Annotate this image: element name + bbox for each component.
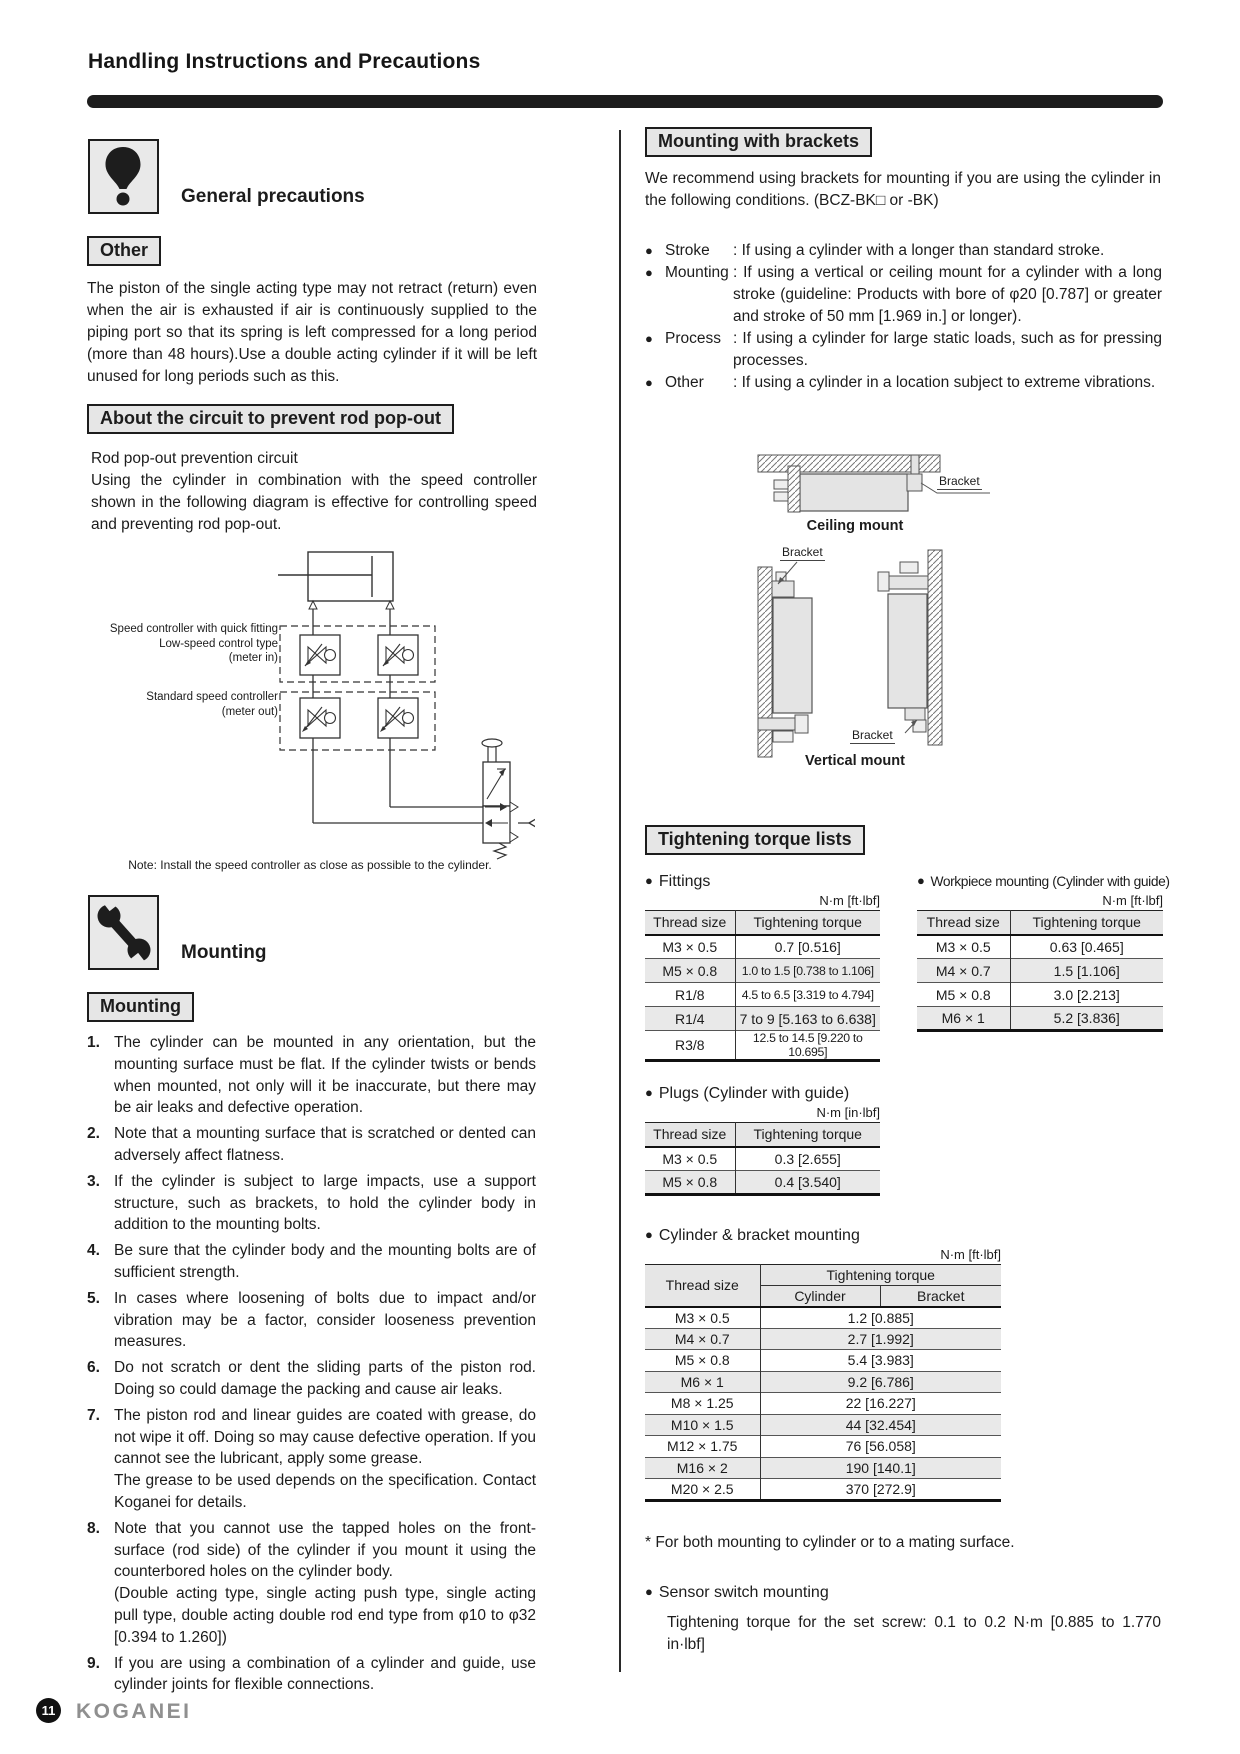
exclamation-icon-glyph <box>90 141 156 211</box>
col-header: Tightening torque <box>1010 911 1163 935</box>
speed-controller-symbols <box>300 635 418 738</box>
item-number: 2. <box>87 1125 100 1143</box>
table-row <box>645 1393 1001 1415</box>
torque-cell: 12.5 to 14.5 [9.220 to 10.695] <box>735 1031 880 1061</box>
torque-cell: 5.4 [3.983] <box>760 1350 1001 1372</box>
other-section-heading: Other <box>87 236 161 266</box>
meter-in-label: Speed controller with quick fitting Low-speed control type (meter in) <box>109 623 278 664</box>
other-paragraph: The piston of the single acting type may not retract (return) even when the air is exhausted if air is continuously supplied to the piping port so that its spring is left compressed for a long period (more than 48 hours).Use a double acting cylinder if it will be left unused for long periods such as this. <box>87 280 537 385</box>
torque-cell: 1.0 to 1.5 [0.738 to 1.106] <box>735 959 880 983</box>
fittings-table-block <box>645 871 880 1062</box>
wrench-icon-glyph <box>90 897 156 967</box>
sensor-switch-block <box>645 1582 1161 1656</box>
valve-symbol <box>482 739 535 859</box>
item-number: 3. <box>87 1172 100 1190</box>
table-row <box>645 1371 1001 1393</box>
bracket-mount-diagrams <box>645 450 1163 790</box>
plugs-unit: N·m [in·lbf] <box>816 1105 880 1120</box>
thread-cell: M12 × 1.75 <box>645 1436 760 1458</box>
table-row <box>645 1171 880 1195</box>
bracket-label-vertical-top: Bracket <box>782 545 823 559</box>
table-row <box>645 1479 1001 1501</box>
thread-cell: M4 × 0.7 <box>917 959 1010 983</box>
bullet-label: Other <box>665 374 704 391</box>
vertical-mount-right-drawing <box>878 550 942 745</box>
bullet-text: : If using a vertical or ceiling mount for a cylinder with a long stroke (guideline: Products with bore of φ20 [0.787] or greater and stroke of 50 mm [1.969 in.] or longer). <box>733 264 1162 325</box>
workpiece-unit: N·m [ft·lbf] <box>1102 893 1163 908</box>
col-header: Bracket <box>880 1286 1001 1307</box>
bullet-text: : If using a cylinder with a longer than standard stroke. <box>733 242 1105 259</box>
torque-cell: 7 to 9 [5.163 to 6.638] <box>735 1007 880 1031</box>
mounting-header <box>88 895 266 970</box>
table-row <box>645 1436 1001 1458</box>
rod-popout-circuit-diagram <box>85 538 535 860</box>
bullet-icon: ● <box>917 873 925 888</box>
item-number: 4. <box>87 1242 100 1260</box>
thread-cell: M6 × 1 <box>917 1007 1010 1031</box>
workpiece-title <box>917 871 1170 892</box>
title-rule-bar <box>87 95 1163 108</box>
list-item <box>87 1518 536 1649</box>
torque-section-heading: Tightening torque lists <box>645 825 865 855</box>
cylinder-symbol <box>308 552 393 601</box>
fittings-table <box>645 910 880 1062</box>
torque-cell: 1.2 [0.885] <box>847 1309 914 1326</box>
torque-cell: 190 [140.1] <box>760 1457 1001 1479</box>
brackets-section-heading: Mounting with brackets <box>645 127 872 157</box>
table-row <box>917 1007 1163 1031</box>
cylinder-bracket-table-block <box>645 1225 1001 1502</box>
page-number: 11 <box>41 1703 56 1718</box>
col-header: Thread size <box>917 911 1010 935</box>
col-header: Thread size <box>645 1123 735 1147</box>
table-row <box>645 1457 1001 1479</box>
item-number: 9. <box>87 1654 100 1672</box>
bullet-icon: ● <box>645 1227 653 1242</box>
torque-cell: 370 [272.9] <box>760 1479 1001 1501</box>
exclamation-icon <box>88 139 159 214</box>
torque-cell: 0.63 [0.465] <box>1049 938 1124 955</box>
table-row <box>917 935 1163 959</box>
table-row <box>645 959 880 983</box>
bullet-label: Stroke <box>665 242 710 259</box>
item-number: 1. <box>87 1034 100 1051</box>
brackets-bullet-list <box>645 240 1162 394</box>
table-row <box>917 983 1163 1007</box>
list-item <box>87 1123 536 1167</box>
table-row <box>645 1328 1001 1350</box>
torque-cell: 9.2 [6.786] <box>760 1371 1001 1393</box>
thread-cell: M20 × 2.5 <box>645 1479 760 1501</box>
bullet-icon: ● <box>645 243 653 258</box>
sensor-title-text: Sensor switch mounting <box>658 1584 829 1601</box>
item-number: 5. <box>87 1289 100 1307</box>
plugs-title-text: Plugs (Cylinder with guide) <box>658 1085 850 1102</box>
thread-cell: M16 × 2 <box>645 1457 760 1479</box>
meter-out-label: Standard speed controller (meter out) <box>146 691 278 718</box>
table-row <box>645 1007 880 1031</box>
cylinder-bracket-note: * For both mounting to cylinder or to a mating surface. <box>645 1534 1015 1551</box>
table-row <box>645 1147 880 1171</box>
torque-cell: 44 [32.454] <box>760 1414 1001 1436</box>
thread-cell: M5 × 0.8 <box>917 983 1010 1007</box>
thread-cell: M3 × 0.5 <box>917 935 1010 959</box>
table-row <box>645 983 880 1007</box>
col-header: Thread size <box>645 1265 760 1307</box>
general-precautions-title: General precautions <box>181 186 365 207</box>
mounting-title: Mounting <box>181 942 267 963</box>
torque-cell: 0.7 [0.516] <box>774 938 841 955</box>
cylinder-bracket-title <box>645 1225 1001 1246</box>
circuit-intro-paragraph: Using the cylinder in combination with the speed controller shown in the following diagram is effective for controlling speed and preventing rod pop-out. <box>91 472 537 533</box>
thread-cell: M3 × 0.5 <box>645 1307 760 1329</box>
mounting-list <box>87 1032 536 1700</box>
item-number: 7. <box>87 1406 100 1424</box>
thread-cell: R3/8 <box>645 1031 735 1061</box>
mount-diagrams-svg <box>645 450 1163 785</box>
page-title: Handling Instructions and Precautions <box>88 50 481 73</box>
bullet-row <box>645 240 1162 262</box>
wrench-icon <box>88 895 159 970</box>
bullet-text: : If using a cylinder for large static loads, such as for pressing processes. <box>733 330 1162 369</box>
torque-cell: 76 [56.058] <box>760 1436 1001 1458</box>
item-number: 8. <box>87 1519 100 1537</box>
circuit-intro-line: Rod pop-out prevention circuit <box>91 450 298 467</box>
bullet-icon: ● <box>645 1584 653 1599</box>
bullet-icon: ● <box>645 331 653 346</box>
torque-cell: 1.5 [1.106] <box>1010 959 1163 983</box>
col-header: Tightening torque <box>735 911 880 935</box>
table-row <box>645 935 880 959</box>
table-row <box>917 959 1163 983</box>
plugs-table <box>645 1122 880 1196</box>
item-text: Do not scratch or dent the sliding parts of the piston rod. Doing so could damage the packing and cause air leaks. <box>114 1359 536 1398</box>
item-text: In cases where loosening of bolts due to impact and/or vibration may be a factor, consider looseness prevention measures. <box>114 1289 536 1351</box>
list-item <box>87 1357 536 1401</box>
item-text: The cylinder can be mounted in any orientation, but the mounting surface must be flat. If the cylinder twists or bends when mounted, not only will it be inaccurate, but there may be air leaks and defective operation. <box>114 1034 536 1117</box>
workpiece-table-block <box>917 871 1170 1032</box>
thread-cell: M10 × 1.5 <box>645 1414 760 1436</box>
thread-cell: M4 × 0.7 <box>645 1328 760 1350</box>
bullet-icon: ● <box>645 375 653 390</box>
fittings-title-text: Fittings <box>658 873 711 890</box>
workpiece-title-text: Workpiece mounting (Cylinder with guide) <box>930 874 1170 889</box>
vertical-mount-caption: Vertical mount <box>805 753 905 769</box>
list-item <box>87 1653 536 1697</box>
torque-cell: 2.7 [1.992] <box>760 1328 1001 1350</box>
item-text: Note that you cannot use the tapped holes on the front-surface (rod side) of the cylinder if you mount it using the counterbored holes on the cylinder body. (Double acting type, single acting push type, single acting pull type, double acting double rod end type from φ10 to φ32 [0.394 to 1.260]) <box>114 1519 536 1646</box>
list-item <box>87 1405 536 1514</box>
sensor-text: Tightening torque for the set screw: 0.1 to 0.2 N·m [0.885 to 1.770 in·lbf] <box>667 1614 1161 1653</box>
torque-cell: 0.3 [2.655] <box>774 1150 841 1167</box>
item-text: If you are using a combination of a cylinder and guide, use cylinder joints for flexible connections. <box>114 1654 536 1694</box>
torque-cell: 0.4 [3.540] <box>735 1171 880 1195</box>
col-header: Thread size <box>645 911 735 935</box>
cylinder-bracket-table <box>645 1264 1001 1502</box>
page-number-badge <box>36 1698 61 1723</box>
thread-cell: M5 × 0.8 <box>645 959 735 983</box>
mounting-section-heading: Mounting <box>87 992 194 1022</box>
list-item <box>87 1171 536 1236</box>
workpiece-table <box>917 910 1163 1032</box>
table-row <box>645 1307 1001 1329</box>
plugs-title <box>645 1083 880 1104</box>
circuit-section-heading: About the circuit to prevent rod pop-out <box>87 404 454 434</box>
fittings-unit: N·m [ft·lbf] <box>819 893 880 908</box>
list-item <box>87 1240 536 1284</box>
general-precautions-header <box>88 139 365 214</box>
bullet-icon: ● <box>645 873 653 888</box>
torque-cell: 3.0 [2.213] <box>1010 983 1163 1007</box>
thread-cell: R1/4 <box>645 1007 735 1031</box>
table-row <box>645 1350 1001 1372</box>
table-row <box>645 1414 1001 1436</box>
plugs-table-block <box>645 1083 880 1196</box>
fittings-title <box>645 871 880 892</box>
vertical-mount-left-drawing <box>758 562 812 757</box>
cylinder-bracket-title-text: Cylinder & bracket mounting <box>658 1227 860 1244</box>
list-item <box>87 1032 536 1119</box>
bullet-row <box>645 262 1162 328</box>
bracket-label-ceiling: Bracket <box>939 474 980 488</box>
thread-cell: M3 × 0.5 <box>645 1147 735 1171</box>
cylinder-bracket-unit: N·m [ft·lbf] <box>940 1247 1001 1262</box>
table-row <box>645 1031 880 1061</box>
bullet-label: Process <box>665 330 721 347</box>
item-number: 6. <box>87 1359 100 1377</box>
bullet-icon: ● <box>645 265 653 280</box>
thread-cell: M6 × 1 <box>645 1371 760 1393</box>
thread-cell: M5 × 0.8 <box>645 1171 735 1195</box>
bullet-icon: ● <box>645 1085 653 1100</box>
item-text: The piston rod and linear guides are coated with grease, do not wipe it off. Doing so may cause defective operation. If you cannot see the lubricant, apply some grease. The grease to be used depends on the specification. Contact Koganei for details. <box>114 1406 536 1511</box>
bullet-row <box>645 372 1162 394</box>
list-item <box>87 1288 536 1353</box>
col-header: Tightening torque <box>760 1265 1001 1286</box>
koganei-logo: KOGANEI <box>76 1700 192 1723</box>
thread-cell: R1/8 <box>645 983 735 1007</box>
thread-cell: M8 × 1.25 <box>645 1393 760 1415</box>
bullet-label: Mounting <box>665 264 729 281</box>
bullet-text: : If using a cylinder in a location subject to extreme vibrations. <box>733 374 1156 391</box>
bullet-row <box>645 328 1162 372</box>
circuit-note: Note: Install the speed controller as close as possible to the cylinder. <box>128 858 492 872</box>
col-header: Cylinder <box>760 1286 880 1307</box>
thread-cell: M5 × 0.8 <box>645 1350 760 1372</box>
thread-cell: M3 × 0.5 <box>645 935 735 959</box>
torque-cell: 5.2 [3.836] <box>1010 1007 1163 1031</box>
item-text: If the cylinder is subject to large impacts, use a support structure, such as brackets, to hold the cylinder body in addition to the mounting bolts. <box>114 1172 536 1234</box>
sensor-title <box>645 1582 1161 1603</box>
item-text: Note that a mounting surface that is scratched or dented can adversely affect flatness. <box>114 1125 536 1164</box>
ceiling-mount-caption: Ceiling mount <box>806 518 904 534</box>
column-divider <box>619 130 621 1672</box>
exhaust-triangle <box>529 812 535 834</box>
item-text: Be sure that the cylinder body and the mounting bolts are of sufficient strength. <box>114 1242 536 1281</box>
torque-cell: 22 [16.227] <box>760 1393 1001 1415</box>
bracket-label-vertical-bottom: Bracket <box>852 728 893 742</box>
col-header: Tightening torque <box>735 1123 880 1147</box>
torque-cell: 4.5 to 6.5 [3.319 to 4.794] <box>735 983 880 1007</box>
brackets-intro: We recommend using brackets for mounting if you are using the cylinder in the following conditions. (BCZ-BK□ or -BK) <box>645 170 1161 209</box>
